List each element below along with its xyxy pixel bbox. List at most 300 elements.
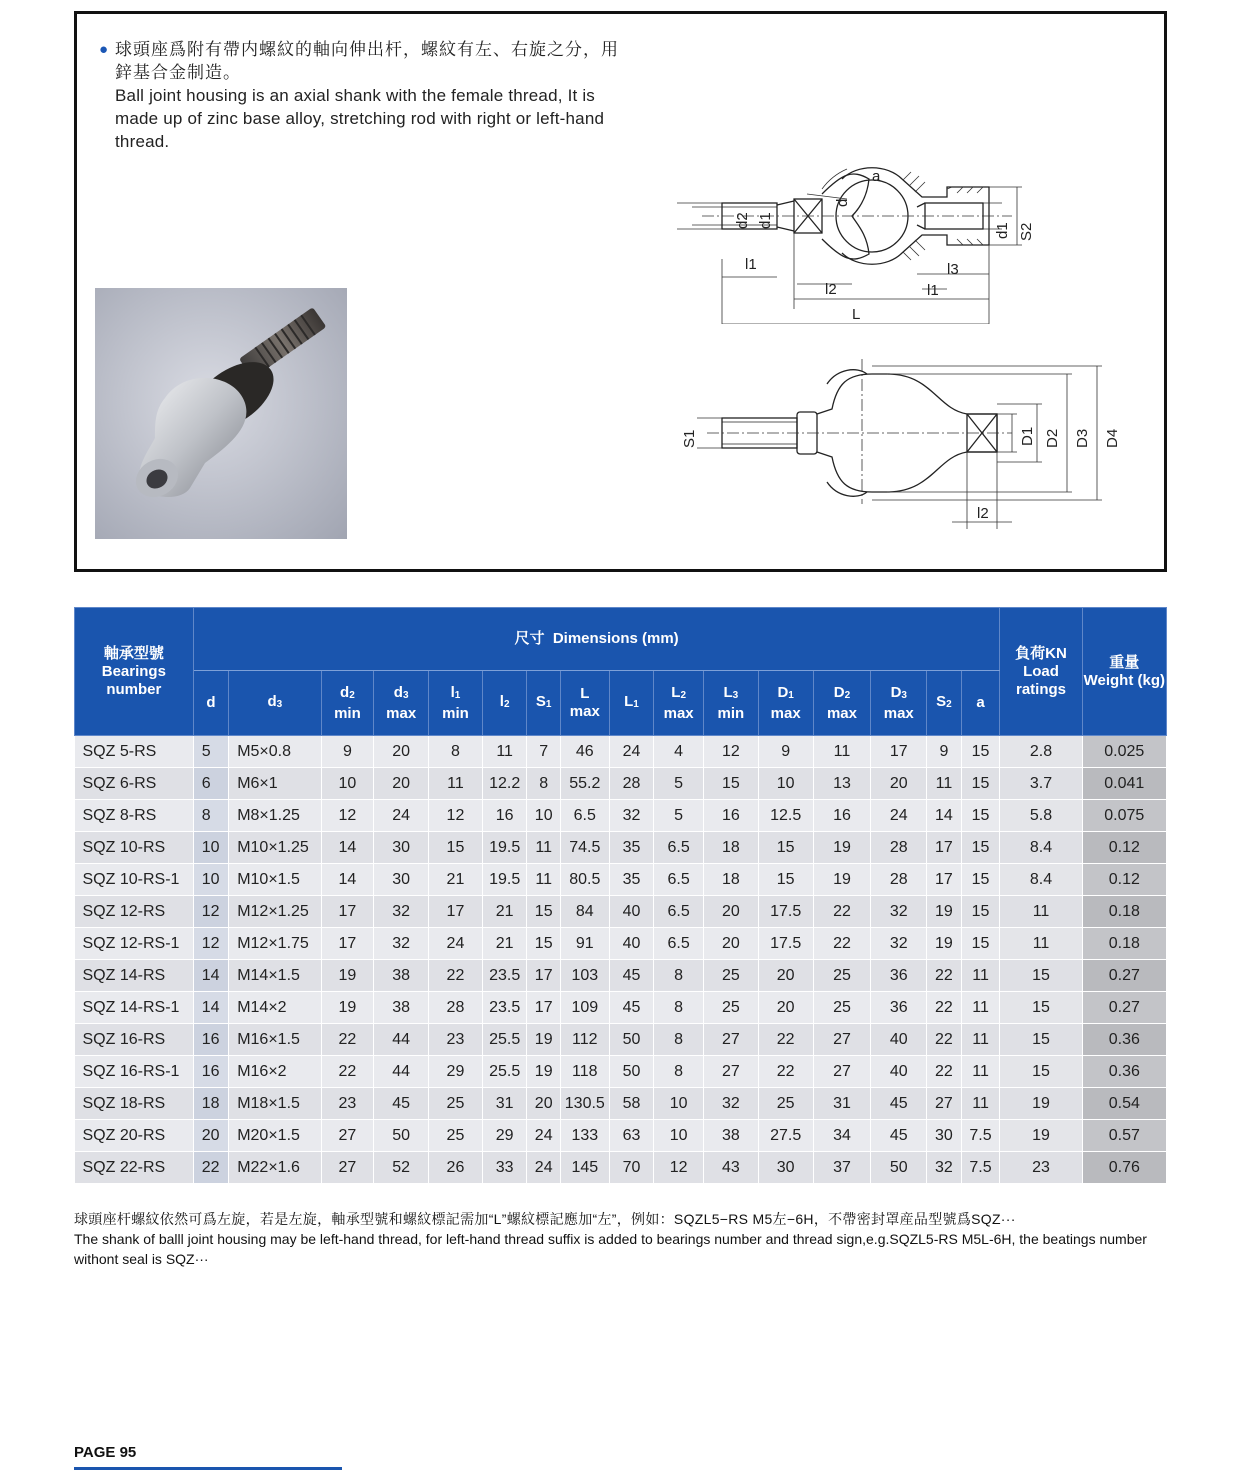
- bearing-number-cell: SQZ 10-RS-1: [75, 864, 194, 896]
- table-cell: 18: [703, 864, 758, 896]
- table-cell: 12: [193, 896, 229, 928]
- column-symbol: $D_2$: [833, 683, 851, 701]
- table-cell: 11: [813, 736, 871, 768]
- svg-text:d: d: [834, 198, 851, 207]
- table-cell: 17: [321, 896, 374, 928]
- table-cell: 5: [654, 768, 704, 800]
- table-cell: 12: [703, 736, 758, 768]
- table-cell: 26: [429, 1152, 483, 1184]
- table-cell: 5: [654, 800, 704, 832]
- column-symbol: $l_1$: [450, 683, 461, 701]
- load-cell: 19: [1000, 1120, 1082, 1152]
- load-cell: 15: [1000, 1024, 1082, 1056]
- bearing-number-cell: SQZ 8-RS: [75, 800, 194, 832]
- table-cell: 45: [609, 992, 654, 1024]
- table-cell: 11: [927, 768, 961, 800]
- table-cell: 27.5: [758, 1120, 813, 1152]
- table-cell: 12: [429, 800, 483, 832]
- table-cell: 20: [871, 768, 927, 800]
- table-cell: 23: [321, 1088, 374, 1120]
- table-cell: 32: [927, 1152, 961, 1184]
- table-cell: 19: [927, 896, 961, 928]
- table-cell: 8: [654, 992, 704, 1024]
- table-cell: 32: [374, 928, 429, 960]
- table-cell: 10: [758, 768, 813, 800]
- notes: [74, 1209, 1169, 1269]
- drawing-side-view: [647, 149, 1107, 324]
- table-cell: 17: [527, 960, 560, 992]
- table-cell: 27: [703, 1056, 758, 1088]
- table-cell: 15: [527, 896, 560, 928]
- column-header: [482, 671, 527, 736]
- header-dimensions-en: Dimensions (mm): [552, 630, 679, 647]
- table-cell: 30: [374, 864, 429, 896]
- table-cell: 35: [609, 864, 654, 896]
- weight-cell: 0.54: [1082, 1088, 1166, 1120]
- table-cell: 10: [321, 768, 374, 800]
- column-symbol: $S_2$: [936, 692, 952, 710]
- column-limit: min: [717, 704, 745, 722]
- table-cell: 28: [871, 832, 927, 864]
- table-row: [75, 992, 1167, 1024]
- column-symbol: $S_1$: [535, 692, 552, 710]
- load-cell: 15: [1000, 960, 1082, 992]
- table-cell: 22: [321, 1056, 374, 1088]
- column-header: [321, 671, 374, 736]
- table-cell: 32: [871, 896, 927, 928]
- table-cell: 19: [527, 1056, 560, 1088]
- table-cell: 24: [527, 1120, 560, 1152]
- table-cell: 22: [758, 1056, 813, 1088]
- table-cell: 25.5: [482, 1056, 527, 1088]
- table-cell: 13: [813, 768, 871, 800]
- table-cell: 45: [871, 1088, 927, 1120]
- table-cell: 38: [703, 1120, 758, 1152]
- svg-text:L: L: [852, 306, 861, 323]
- column-limit: max: [826, 704, 857, 722]
- load-cell: 11: [1000, 896, 1082, 928]
- table-cell: 52: [374, 1152, 429, 1184]
- weight-cell: 0.025: [1082, 736, 1166, 768]
- bearing-number-cell: SQZ 12-RS: [75, 896, 194, 928]
- table-row: [75, 736, 1167, 768]
- table-cell: 23.5: [482, 960, 527, 992]
- table-cell: 112: [560, 1024, 609, 1056]
- column-limit: min: [442, 704, 469, 722]
- table-cell: 11: [961, 1088, 1000, 1120]
- weight-cell: 0.27: [1082, 992, 1166, 1024]
- table-cell: 12: [654, 1152, 704, 1184]
- table-cell: 27: [321, 1152, 374, 1184]
- load-cell: 11: [1000, 928, 1082, 960]
- weight-cell: 0.57: [1082, 1120, 1166, 1152]
- weight-cell: 0.075: [1082, 800, 1166, 832]
- table-row: [75, 928, 1167, 960]
- table-cell: 8: [654, 960, 704, 992]
- table-cell: 35: [609, 832, 654, 864]
- column-header: [961, 671, 1000, 736]
- column-limit: min: [334, 704, 361, 722]
- column-symbol: $l_2$: [499, 692, 510, 710]
- bearing-number-cell: SQZ 18-RS: [75, 1088, 194, 1120]
- table-cell: 22: [927, 1024, 961, 1056]
- table-cell: 23.5: [482, 992, 527, 1024]
- bearing-number-cell: SQZ 10-RS: [75, 832, 194, 864]
- table-cell: 14: [193, 992, 229, 1024]
- table-cell: 37: [813, 1152, 871, 1184]
- table-cell: 25: [813, 960, 871, 992]
- table-cell: 28: [609, 768, 654, 800]
- table-cell: 22: [193, 1152, 229, 1184]
- header-load: [1000, 608, 1082, 736]
- column-symbol: $d_2$: [340, 683, 355, 701]
- table-cell: 109: [560, 992, 609, 1024]
- table-cell: 19.5: [482, 832, 527, 864]
- load-cell: 5.8: [1000, 800, 1082, 832]
- intro-en: Ball joint housing is an axial shank with the female thread, It is made up of zinc base alloy, stretching rod with right or left-hand thread.: [115, 86, 605, 151]
- table-cell: 30: [758, 1152, 813, 1184]
- table-cell: 19: [321, 992, 374, 1024]
- table-cell: 17.5: [758, 928, 813, 960]
- table-cell: 15: [961, 736, 1000, 768]
- table-cell: 7.5: [961, 1152, 1000, 1184]
- table-cell: 40: [609, 928, 654, 960]
- table-cell: 103: [560, 960, 609, 992]
- column-symbol: $d_3$: [393, 683, 409, 701]
- table-cell: 17: [429, 896, 483, 928]
- column-symbol: $D_1$: [777, 683, 794, 701]
- table-cell: 6.5: [654, 896, 704, 928]
- page-number: PAGE 95: [74, 1444, 137, 1461]
- table-cell: 22: [813, 928, 871, 960]
- table-cell: M6×1: [229, 768, 321, 800]
- bullet-icon: ●: [99, 41, 109, 58]
- intro-zh-line: [99, 38, 619, 84]
- table-cell: 50: [374, 1120, 429, 1152]
- table-cell: 11: [961, 1056, 1000, 1088]
- column-symbol: $L_1$: [624, 692, 639, 710]
- table-cell: 17: [871, 736, 927, 768]
- table-cell: M14×1.5: [229, 960, 321, 992]
- table-cell: 40: [871, 1056, 927, 1088]
- table-cell: 38: [374, 992, 429, 1024]
- table-cell: M12×1.75: [229, 928, 321, 960]
- table-cell: 27: [813, 1056, 871, 1088]
- load-cell: 19: [1000, 1088, 1082, 1120]
- table-cell: 19: [927, 928, 961, 960]
- table-cell: 22: [758, 1024, 813, 1056]
- table-cell: 27: [703, 1024, 758, 1056]
- table-cell: 11: [961, 992, 1000, 1024]
- table-cell: 16: [193, 1056, 229, 1088]
- table-cell: 25: [703, 992, 758, 1024]
- column-header: [374, 671, 429, 736]
- table-cell: 45: [871, 1120, 927, 1152]
- column-header: [193, 671, 229, 736]
- table-cell: 11: [527, 864, 560, 896]
- table-cell: 22: [813, 896, 871, 928]
- table-cell: 10: [654, 1120, 704, 1152]
- table-cell: 21: [482, 896, 527, 928]
- column-symbol: a: [976, 694, 985, 711]
- table-cell: 7: [527, 736, 560, 768]
- table-cell: 74.5: [560, 832, 609, 864]
- dimensions-table: [74, 607, 1167, 1184]
- svg-text:l3: l3: [947, 261, 959, 278]
- header-dimensions: [193, 608, 1000, 671]
- column-limit: max: [569, 703, 600, 720]
- table-cell: 28: [871, 864, 927, 896]
- table-cell: 15: [527, 928, 560, 960]
- table-cell: 16: [703, 800, 758, 832]
- table-cell: 17.5: [758, 896, 813, 928]
- table-cell: 22: [429, 960, 483, 992]
- header-weight: [1082, 608, 1166, 736]
- table-cell: 27: [321, 1120, 374, 1152]
- table-cell: 20: [527, 1088, 560, 1120]
- table-cell: 6.5: [654, 832, 704, 864]
- table-cell: 17: [321, 928, 374, 960]
- table-cell: 28: [429, 992, 483, 1024]
- table-row: [75, 1120, 1167, 1152]
- svg-text:d1: d1: [994, 222, 1011, 239]
- table-cell: M14×2: [229, 992, 321, 1024]
- dimensions-table-wrap: [74, 607, 1167, 1184]
- table-cell: 50: [871, 1152, 927, 1184]
- table-cell: 44: [374, 1024, 429, 1056]
- table-row: [75, 864, 1167, 896]
- table-cell: 45: [374, 1088, 429, 1120]
- table-cell: 43: [703, 1152, 758, 1184]
- column-symbol: $L_2$: [671, 683, 686, 701]
- load-cell: 15: [1000, 1056, 1082, 1088]
- table-row: [75, 1024, 1167, 1056]
- table-cell: 11: [429, 768, 483, 800]
- table-cell: 50: [609, 1024, 654, 1056]
- table-cell: 25: [703, 960, 758, 992]
- weight-cell: 0.27: [1082, 960, 1166, 992]
- column-header: [813, 671, 871, 736]
- svg-text:d2: d2: [734, 212, 751, 229]
- header-bearing-zh: 軸承型號: [103, 644, 164, 662]
- svg-text:l2: l2: [825, 281, 837, 298]
- svg-text:d1: d1: [757, 212, 774, 229]
- bearing-number-cell: SQZ 12-RS-1: [75, 928, 194, 960]
- table-cell: 50: [609, 1056, 654, 1088]
- load-cell: 8.4: [1000, 864, 1082, 896]
- table-row: [75, 832, 1167, 864]
- load-cell: 3.7: [1000, 768, 1082, 800]
- page-rule: [74, 1467, 342, 1470]
- table-cell: 15: [703, 768, 758, 800]
- table-cell: 9: [321, 736, 374, 768]
- table-cell: 20: [758, 960, 813, 992]
- table-cell: 44: [374, 1056, 429, 1088]
- table-row: [75, 960, 1167, 992]
- table-cell: 133: [560, 1120, 609, 1152]
- product-photo: [95, 288, 347, 539]
- bearing-number-cell: SQZ 22-RS: [75, 1152, 194, 1184]
- table-cell: 17: [927, 832, 961, 864]
- table-cell: 20: [703, 896, 758, 928]
- table-cell: 15: [961, 928, 1000, 960]
- table-cell: M10×1.25: [229, 832, 321, 864]
- table-cell: 22: [927, 1056, 961, 1088]
- table-body: [75, 736, 1167, 1184]
- table-cell: M20×1.5: [229, 1120, 321, 1152]
- table-cell: 27: [927, 1088, 961, 1120]
- table-cell: 15: [758, 832, 813, 864]
- load-cell: 15: [1000, 992, 1082, 1024]
- table-cell: 16: [482, 800, 527, 832]
- table-cell: 25: [429, 1120, 483, 1152]
- table-cell: 12: [321, 800, 374, 832]
- table-cell: 24: [871, 800, 927, 832]
- svg-text:D2: D2: [1044, 428, 1061, 448]
- bearing-number-cell: SQZ 5-RS: [75, 736, 194, 768]
- table-cell: M16×1.5: [229, 1024, 321, 1056]
- table-row: [75, 768, 1167, 800]
- table-cell: 4: [654, 736, 704, 768]
- table-cell: 9: [758, 736, 813, 768]
- note-en: The shank of balll joint housing may be left-hand thread, for left-hand thread suffix is added to bearings number and thread sign,e.g.SQZL5-RS M5L-6H, the beatings number withont seal is SQZ···: [74, 1231, 1147, 1267]
- table-cell: 12.5: [758, 800, 813, 832]
- table-cell: 145: [560, 1152, 609, 1184]
- column-header: [229, 671, 321, 736]
- table-header: [75, 608, 1167, 736]
- table-cell: 22: [321, 1024, 374, 1056]
- svg-text:S1: S1: [681, 429, 698, 448]
- column-header: [871, 671, 927, 736]
- table-cell: 84: [560, 896, 609, 928]
- column-limit: max: [386, 704, 417, 722]
- svg-text:l1: l1: [745, 256, 757, 273]
- table-cell: 15: [961, 864, 1000, 896]
- table-cell: M18×1.5: [229, 1088, 321, 1120]
- column-symbol: $D_3$: [890, 683, 907, 701]
- table-cell: 34: [813, 1120, 871, 1152]
- table-cell: 33: [482, 1152, 527, 1184]
- table-cell: 19: [813, 832, 871, 864]
- table-cell: 21: [429, 864, 483, 896]
- table-cell: 19: [527, 1024, 560, 1056]
- table-cell: 14: [321, 864, 374, 896]
- table-cell: 20: [703, 928, 758, 960]
- table-cell: 24: [374, 800, 429, 832]
- table-cell: 18: [193, 1088, 229, 1120]
- header-bearing-en: Bearings number: [101, 662, 166, 698]
- header-weight-en: Weight (kg): [1083, 671, 1165, 689]
- table-cell: 32: [609, 800, 654, 832]
- table-cell: 15: [961, 832, 1000, 864]
- table-cell: 7.5: [961, 1120, 1000, 1152]
- table-cell: 6.5: [654, 928, 704, 960]
- table-cell: 45: [609, 960, 654, 992]
- table-cell: 14: [193, 960, 229, 992]
- load-cell: 8.4: [1000, 832, 1082, 864]
- table-cell: 70: [609, 1152, 654, 1184]
- table-cell: 11: [527, 832, 560, 864]
- table-cell: 80.5: [560, 864, 609, 896]
- table-cell: 19: [813, 864, 871, 896]
- table-cell: 11: [482, 736, 527, 768]
- table-cell: 8: [429, 736, 483, 768]
- column-header: [560, 671, 609, 736]
- table-cell: 36: [871, 992, 927, 1024]
- column-symbol: d: [206, 694, 216, 711]
- table-cell: 31: [813, 1088, 871, 1120]
- column-limit: max: [663, 704, 694, 722]
- table-row: [75, 1056, 1167, 1088]
- note-zh: 球頭座杆螺紋依然可爲左旋，若是左旋，軸承型號和螺紋標記需加“L”螺紋標記應加“左”，例如：SQZL5−RS M5左−6H，不帶密封罩産品型號爲SQZ···: [74, 1211, 1016, 1227]
- table-cell: 20: [758, 992, 813, 1024]
- svg-text:S2: S2: [1018, 222, 1035, 241]
- svg-text:D4: D4: [1104, 428, 1121, 448]
- column-header: [527, 671, 560, 736]
- column-limit: max: [770, 704, 801, 722]
- table-cell: 17: [927, 864, 961, 896]
- header-weight-zh: 重量: [1109, 653, 1140, 671]
- table-cell: 10: [654, 1088, 704, 1120]
- table-cell: 6.5: [654, 864, 704, 896]
- table-cell: 15: [961, 768, 1000, 800]
- table-cell: 6: [193, 768, 229, 800]
- header-load-zh: 負荷KN: [1015, 644, 1067, 662]
- table-cell: 30: [927, 1120, 961, 1152]
- table-cell: 8: [193, 800, 229, 832]
- table-cell: 58: [609, 1088, 654, 1120]
- column-limit: max: [883, 704, 914, 722]
- svg-text:D3: D3: [1074, 428, 1091, 448]
- column-header: [609, 671, 654, 736]
- table-cell: 30: [374, 832, 429, 864]
- table-cell: M8×1.25: [229, 800, 321, 832]
- table-cell: 14: [927, 800, 961, 832]
- table-cell: 8: [654, 1056, 704, 1088]
- table-cell: 22: [927, 992, 961, 1024]
- table-cell: 5: [193, 736, 229, 768]
- table-cell: 130.5: [560, 1088, 609, 1120]
- weight-cell: 0.36: [1082, 1024, 1166, 1056]
- column-header: [927, 671, 961, 736]
- table-cell: 40: [871, 1024, 927, 1056]
- table-cell: 8: [527, 768, 560, 800]
- table-cell: 29: [429, 1056, 483, 1088]
- intro-zh: 球頭座爲附有帶内螺紋的軸向伸出杆，螺紋有左、右旋之分，用鋅基合金制造。: [115, 40, 619, 82]
- table-cell: 6.5: [560, 800, 609, 832]
- table-cell: 11: [961, 960, 1000, 992]
- table-cell: 25: [758, 1088, 813, 1120]
- column-header: [758, 671, 813, 736]
- table-cell: 63: [609, 1120, 654, 1152]
- table-cell: 36: [871, 960, 927, 992]
- table-cell: 29: [482, 1120, 527, 1152]
- weight-cell: 0.76: [1082, 1152, 1166, 1184]
- table-row: [75, 1088, 1167, 1120]
- table-cell: 19: [321, 960, 374, 992]
- table-row: [75, 896, 1167, 928]
- header-bearing: [75, 608, 194, 736]
- table-cell: 15: [758, 864, 813, 896]
- table-cell: 15: [961, 800, 1000, 832]
- table-cell: 10: [193, 832, 229, 864]
- table-cell: 118: [560, 1056, 609, 1088]
- bearing-number-cell: SQZ 16-RS: [75, 1024, 194, 1056]
- table-cell: 91: [560, 928, 609, 960]
- table-cell: 12.2: [482, 768, 527, 800]
- table-cell: M12×1.25: [229, 896, 321, 928]
- svg-text:l2: l2: [977, 505, 989, 522]
